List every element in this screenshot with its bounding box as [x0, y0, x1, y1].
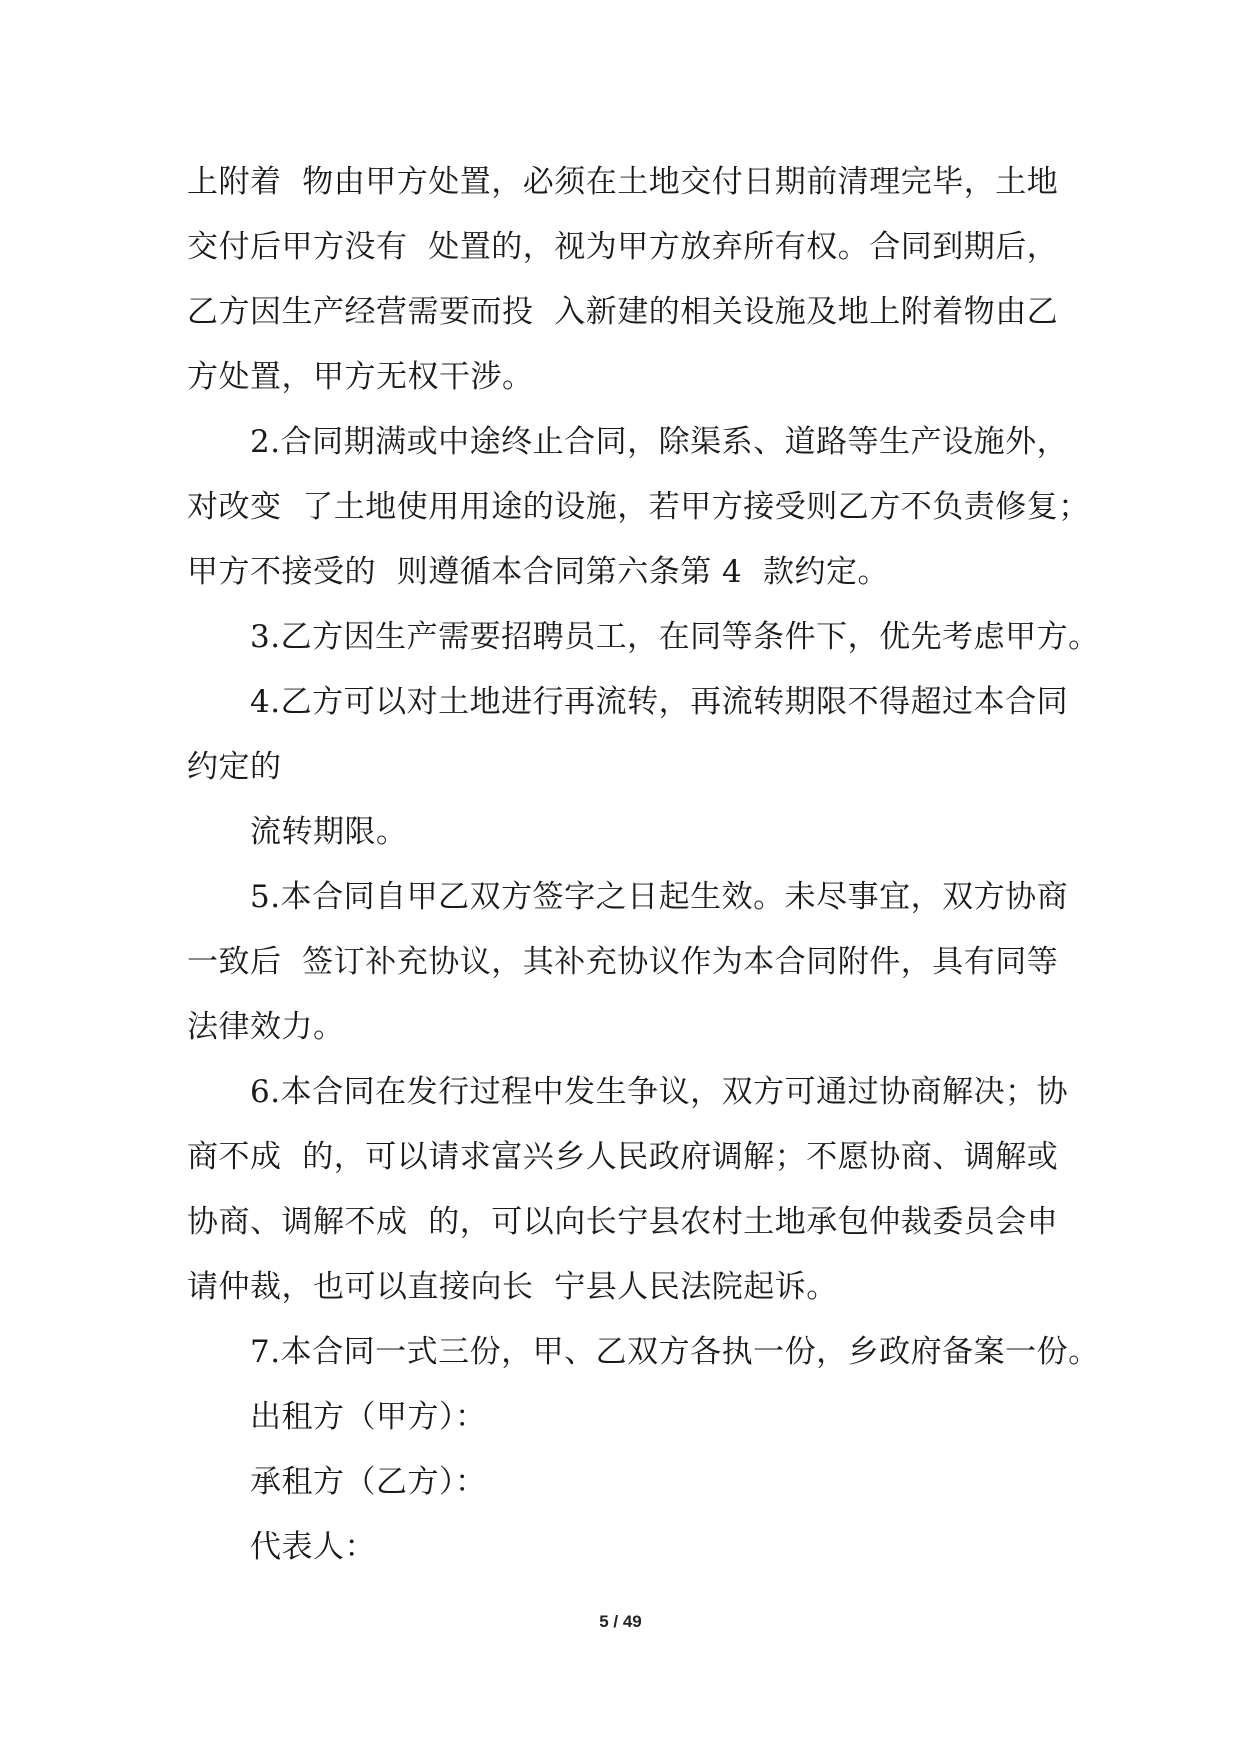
representative-label: 代表人：	[250, 1529, 376, 1565]
clause-5-line: 5.本合同自甲乙双方签字之日起生效。未尽事宜，双方协商	[250, 879, 1069, 915]
body-text-line: 甲方不接受的 则遵循本合同第六条第 4 款约定。	[187, 554, 889, 590]
lessor-signature-label: 出租方（甲方）：	[250, 1399, 487, 1435]
clause-4-line: 4.乙方可以对土地进行再流转，再流转期限不得超过本合同	[250, 684, 1069, 720]
clause-3-line: 3.乙方因生产需要招聘员工，在同等条件下，优先考虑甲方。	[250, 619, 1100, 655]
body-text-line: 上附着 物由甲方处置，必须在土地交付日期前清理完毕，土地	[187, 164, 1059, 200]
body-text-line: 对改变 了土地使用用途的设施，若甲方接受则乙方不负责修复；	[187, 489, 1090, 525]
page-number: 5 / 49	[599, 1612, 642, 1631]
body-text-line: 法律效力。	[187, 1009, 345, 1045]
lessee-signature-label: 承租方（乙方）：	[250, 1464, 487, 1500]
body-text-line: 约定的	[187, 749, 282, 785]
body-text-line: 一致后 签订补充协议，其补充协议作为本合同附件，具有同等	[187, 944, 1059, 980]
body-text-line: 请仲裁，也可以直接向长 宁县人民法院起诉。	[187, 1269, 838, 1305]
clause-7-line: 7.本合同一式三份，甲、乙双方各执一份，乡政府备案一份。	[250, 1334, 1100, 1370]
body-text-line: 交付后甲方没有 处置的，视为甲方放弃所有权。合同到期后，	[187, 229, 1059, 265]
body-text-line: 协商、调解不成 的，可以向长宁县农村土地承包仲裁委员会申	[187, 1204, 1059, 1240]
clause-6-line: 6.本合同在发行过程中发生争议，双方可通过协商解决；协	[250, 1074, 1069, 1110]
body-text-line: 乙方因生产经营需要而投 入新建的相关设施及地上附着物由乙	[187, 294, 1059, 330]
body-text-line: 流转期限。	[250, 814, 408, 850]
body-text-line: 方处置，甲方无权干涉。	[187, 359, 534, 395]
clause-2-line: 2.合同期满或中途终止合同，除渠系、道路等生产设施外，	[250, 424, 1069, 460]
body-text-line: 商不成 的，可以请求富兴乡人民政府调解；不愿协商、调解或	[187, 1139, 1059, 1175]
